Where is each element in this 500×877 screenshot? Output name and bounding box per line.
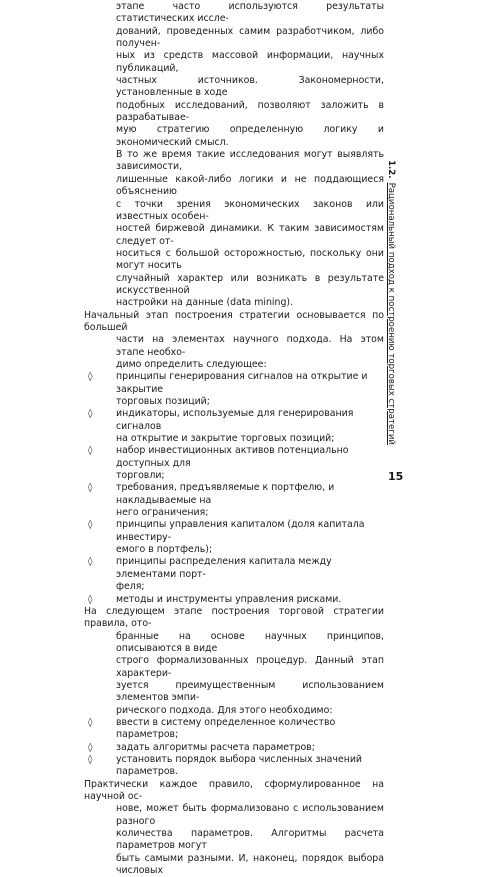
text-line: рического подхода. Для этого необходимо: [116, 704, 333, 716]
list-item-line: принципы распределения капитала между элементами порт- [116, 556, 332, 580]
list-item-line: торговых позиций; [116, 396, 210, 407]
paragraph-parameters [84, 779, 384, 877]
list-item-line: индикаторы, используемые для генерирования сигналов [116, 408, 354, 432]
diamond-bullet-icon: ◊ [88, 742, 93, 753]
text-line: количества параметров. Алгоритмы расчета параметров могут [116, 828, 384, 852]
page-number: 15 [388, 470, 404, 483]
list-item [84, 754, 384, 779]
text-line: части на элементах научного подхода. На этом этапе необхо- [116, 334, 384, 358]
list-item [84, 594, 384, 606]
text-line: Начальный этап построения стратегии основывается по большей [84, 309, 384, 333]
diamond-bullet-icon: ◊ [88, 446, 93, 457]
text-line: лишенные какой-либо логики и не поддающиеся объяснению [116, 173, 384, 198]
section-title: Рациональный подход к построению торговых стратегий [386, 182, 396, 445]
running-header [384, 0, 414, 445]
list-item [84, 482, 384, 519]
list-item [84, 556, 384, 593]
diamond-bullet-icon: ◊ [88, 717, 93, 728]
list-item-line: на открытие и закрытие торговых позиций; [116, 433, 335, 445]
diamond-bullet-icon: ◊ [88, 409, 93, 420]
list-item-line: принципы генерирования сигналов на открытие и закрытие [116, 371, 368, 395]
paragraph-next-stage [84, 606, 384, 717]
bullet-list-initial-stage [84, 371, 384, 606]
list-item [84, 445, 384, 482]
list-item-line: феля; [116, 581, 145, 593]
text-line: бранные на основе научных принципов, описываются в виде [116, 630, 384, 654]
section-number: 1.2. [386, 160, 396, 179]
paragraph-opening [84, 1, 384, 310]
list-item [84, 717, 384, 742]
text-line: Практически каждое правило, сформулированное на научной ос- [84, 778, 384, 802]
text-line: настройки на данные (data mining). [116, 297, 294, 309]
running-header-text [376, 0, 406, 445]
text-line: нове, может быть формализовано с использованием разного [116, 803, 384, 827]
list-item [84, 742, 384, 754]
list-item-line: набор инвестиционных активов потенциально доступных для [116, 445, 349, 469]
text-line: строго формализованных процедур. Данный этап характери- [116, 655, 384, 679]
list-item-line: задать алгоритмы расчета параметров; [116, 741, 315, 753]
text-line: дований, проведенных самим разработчиком, либо получен- [116, 25, 384, 50]
list-item-line: установить порядок выбора численных значений параметров. [116, 753, 363, 778]
list-item [84, 519, 384, 556]
diamond-bullet-icon: ◊ [88, 520, 93, 531]
diamond-bullet-icon: ◊ [88, 594, 93, 605]
text-line: В то же время такие исследования могут выявлять зависимости, [116, 149, 384, 173]
diamond-bullet-icon: ◊ [88, 483, 93, 494]
text-line: частных источников. Закономерности, установленные в ходе [116, 75, 384, 99]
list-item-line: требования, предъявляемые к портфелю, и накладываемые на [116, 482, 335, 506]
text-line: ных из средств массовой информации, научных публикаций, [116, 50, 384, 74]
text-line: ностей биржевой динамики. К таким зависимостям следует от- [116, 223, 384, 247]
text-line: зуется преимущественным использованием элементов эмпи- [116, 679, 384, 704]
diamond-bullet-icon: ◊ [88, 754, 93, 765]
bullet-list-next-stage [84, 717, 384, 779]
list-item-line: него ограничения; [116, 507, 209, 519]
page-body-text [84, 1, 384, 877]
text-line: мую стратегию определенную логику и экономический смысл. [116, 124, 384, 148]
paragraph-initial-stage [84, 310, 384, 372]
text-line: димо определить следующее: [116, 358, 267, 370]
list-item [84, 408, 384, 445]
list-item-line: принципы управления капиталом (доля капитала инвестиру- [116, 519, 365, 543]
list-item-line: ввести в систему определенное количество параметров; [116, 716, 336, 741]
text-line: с точки зрения экономических законов или известных особен- [116, 198, 384, 222]
text-line: этапе часто используются результаты статистических иссле- [116, 1, 384, 25]
text-line: На следующем этапе построения торговой стратегии правила, ото- [84, 605, 384, 630]
text-line: подобных исследований, позволяют заложить в разрабатывае- [116, 99, 384, 124]
diamond-bullet-icon: ◊ [88, 372, 93, 383]
diamond-bullet-icon: ◊ [88, 557, 93, 568]
text-line: случайный характер или возникать в результате искусственной [116, 272, 384, 296]
list-item-line: торговли; [116, 470, 165, 482]
text-line: носиться с большой осторожностью, поскольку они могут носить [116, 247, 384, 272]
list-item-line: методы и инструменты управления рисками. [116, 593, 342, 605]
list-item [84, 371, 384, 408]
list-item-line: емого в портфель); [116, 544, 213, 556]
text-line: быть самыми разными. И, наконец, порядок выбора числовых [116, 852, 384, 877]
